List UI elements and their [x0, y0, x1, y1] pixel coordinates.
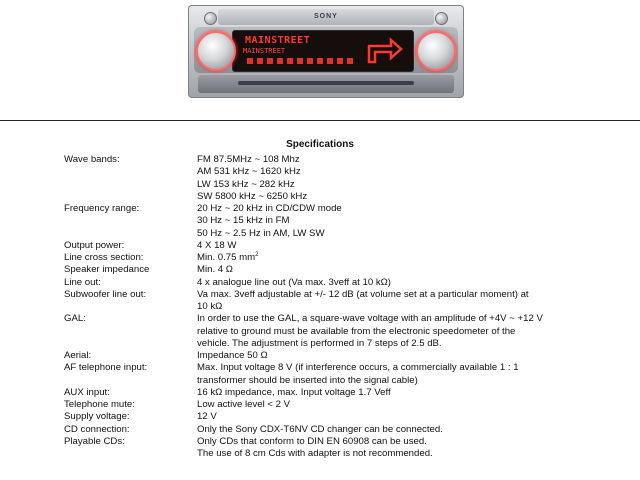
spec-label: Line out: [64, 276, 101, 288]
spec-value-line: 20 Hz ~ 20 kHz in CD/CDW mode [197, 203, 342, 214]
spec-value [197, 289, 584, 314]
spec-value [197, 350, 584, 362]
spec-value [197, 362, 584, 387]
spec-label: Supply voltage: [64, 411, 130, 423]
spec-value-line: 12 V [197, 411, 217, 423]
car-radio-photo [188, 5, 464, 98]
spec-value-line: Va max. 3veff adjustable at +/- 12 dB (at volume set at a particular moment) at [197, 288, 529, 300]
superscript: 2 [255, 251, 259, 258]
spec-row [64, 277, 584, 289]
spec-value-line: 10 kΩ [197, 301, 223, 312]
spec-value [197, 387, 584, 399]
spec-value-line: Low active level < 2 V [197, 399, 291, 410]
spec-value [197, 277, 584, 289]
spec-label: Subwoofer line out: [64, 288, 147, 300]
volume-knob [196, 31, 236, 71]
spec-value-line: Max. Input voltage 8 V (if interference occurs, a commercially available 1 : 1 [197, 362, 519, 374]
spec-label: Line cross section: [64, 252, 144, 263]
spec-value-line: 4 x analogue line out (Va max. 3veff at 10 kΩ) [197, 276, 392, 288]
spec-value-line: Min. 0.75 $mm^2$ [197, 251, 259, 263]
spec-value-line: 30 Hz ~ 15 kHz in FM [197, 215, 290, 227]
spec-value [197, 252, 584, 264]
spec-row [64, 252, 584, 264]
spec-row [64, 313, 584, 350]
spec-label: Playable CDs: [64, 435, 125, 447]
radio-top-right-button [435, 12, 448, 25]
separator-line [0, 120, 640, 121]
spec-label: CD connection: [64, 423, 130, 435]
spec-value-line: 50 Hz ~ 2.5 Hz in AM, LW SW [197, 227, 325, 239]
spec-value-line: transformer should be inserted into the signal cable) [197, 374, 418, 386]
spec-row [64, 411, 584, 423]
spec-row [64, 362, 584, 387]
spec-value [197, 424, 584, 436]
display-segment-bar [247, 58, 357, 64]
spec-value-line: In order to use the GAL, a square-wave voltage with an amplitude of +4V ~ +12 V [197, 313, 543, 325]
spec-value [197, 203, 584, 240]
spec-value-line: AM 531 kHz ~ 1620 kHz [197, 166, 301, 178]
radio-cd-slot [238, 81, 414, 85]
specifications-table [64, 154, 584, 460]
spec-value-line: The use of 8 cm Cds with adapter is not recommended. [197, 448, 433, 459]
spec-value [197, 240, 584, 252]
spec-label: AF telephone input: [64, 362, 148, 374]
specifications-heading: Specifications [286, 139, 354, 150]
spec-value-line: LW 153 kHz ~ 282 kHz [197, 178, 295, 190]
spec-value-line: Only the Sony CDX-T6NV CD changer can be connected. [197, 423, 443, 435]
navigation-arrow-icon [365, 36, 405, 66]
spec-row [64, 424, 584, 436]
tuning-knob [416, 31, 456, 71]
spec-row [64, 399, 584, 411]
spec-row [64, 154, 584, 203]
spec-label: AUX input: [64, 386, 110, 398]
spec-row [64, 203, 584, 240]
spec-value [197, 154, 584, 203]
spec-value [197, 411, 584, 423]
spec-label: Frequency range: [64, 203, 140, 214]
spec-row [64, 289, 584, 314]
radio-display [232, 30, 414, 72]
spec-value [197, 264, 584, 276]
spec-label: Speaker impedance [64, 264, 150, 276]
spec-value-line: SW 5800 kHz ~ 6250 kHz [197, 190, 308, 202]
spec-label: Aerial: [64, 350, 92, 361]
spec-row [64, 350, 584, 362]
display-station-name: MAINSTREET [245, 35, 311, 46]
spec-row [64, 240, 584, 252]
spec-value-line: Min. 4 Ω [197, 264, 233, 276]
spec-value [197, 313, 584, 350]
spec-row [64, 387, 584, 399]
spec-label: Telephone mute: [64, 399, 135, 410]
spec-value-line: 16 kΩ impedance, max. Input voltage 1.7 Veff [197, 386, 391, 398]
spec-label: GAL: [64, 313, 86, 325]
spec-row [64, 436, 584, 461]
radio-top-left-button [204, 12, 217, 25]
spec-value-line: Only CDs that conform to DIN EN 60908 can be used. [197, 435, 427, 447]
radio-brand-logo: SONY [314, 13, 338, 20]
spec-value [197, 399, 584, 411]
spec-value-line: 4 X 18 W [197, 239, 237, 251]
spec-row [64, 264, 584, 276]
spec-value [197, 436, 584, 461]
spec-label: Output power: [64, 239, 125, 251]
spec-label: Wave bands: [64, 154, 120, 165]
display-station-subtext: MAINSTREET [243, 47, 286, 55]
spec-value-line: vehicle. The adjustment is performed in 7 steps of 2.5 dB. [197, 337, 442, 349]
spec-value-line: Impedance 50 Ω [197, 350, 268, 361]
spec-value-line: FM 87.5MHz ~ 108 Mhz [197, 154, 300, 165]
spec-value-line: relative to ground must be available from the electronic speedometer of the [197, 325, 516, 337]
